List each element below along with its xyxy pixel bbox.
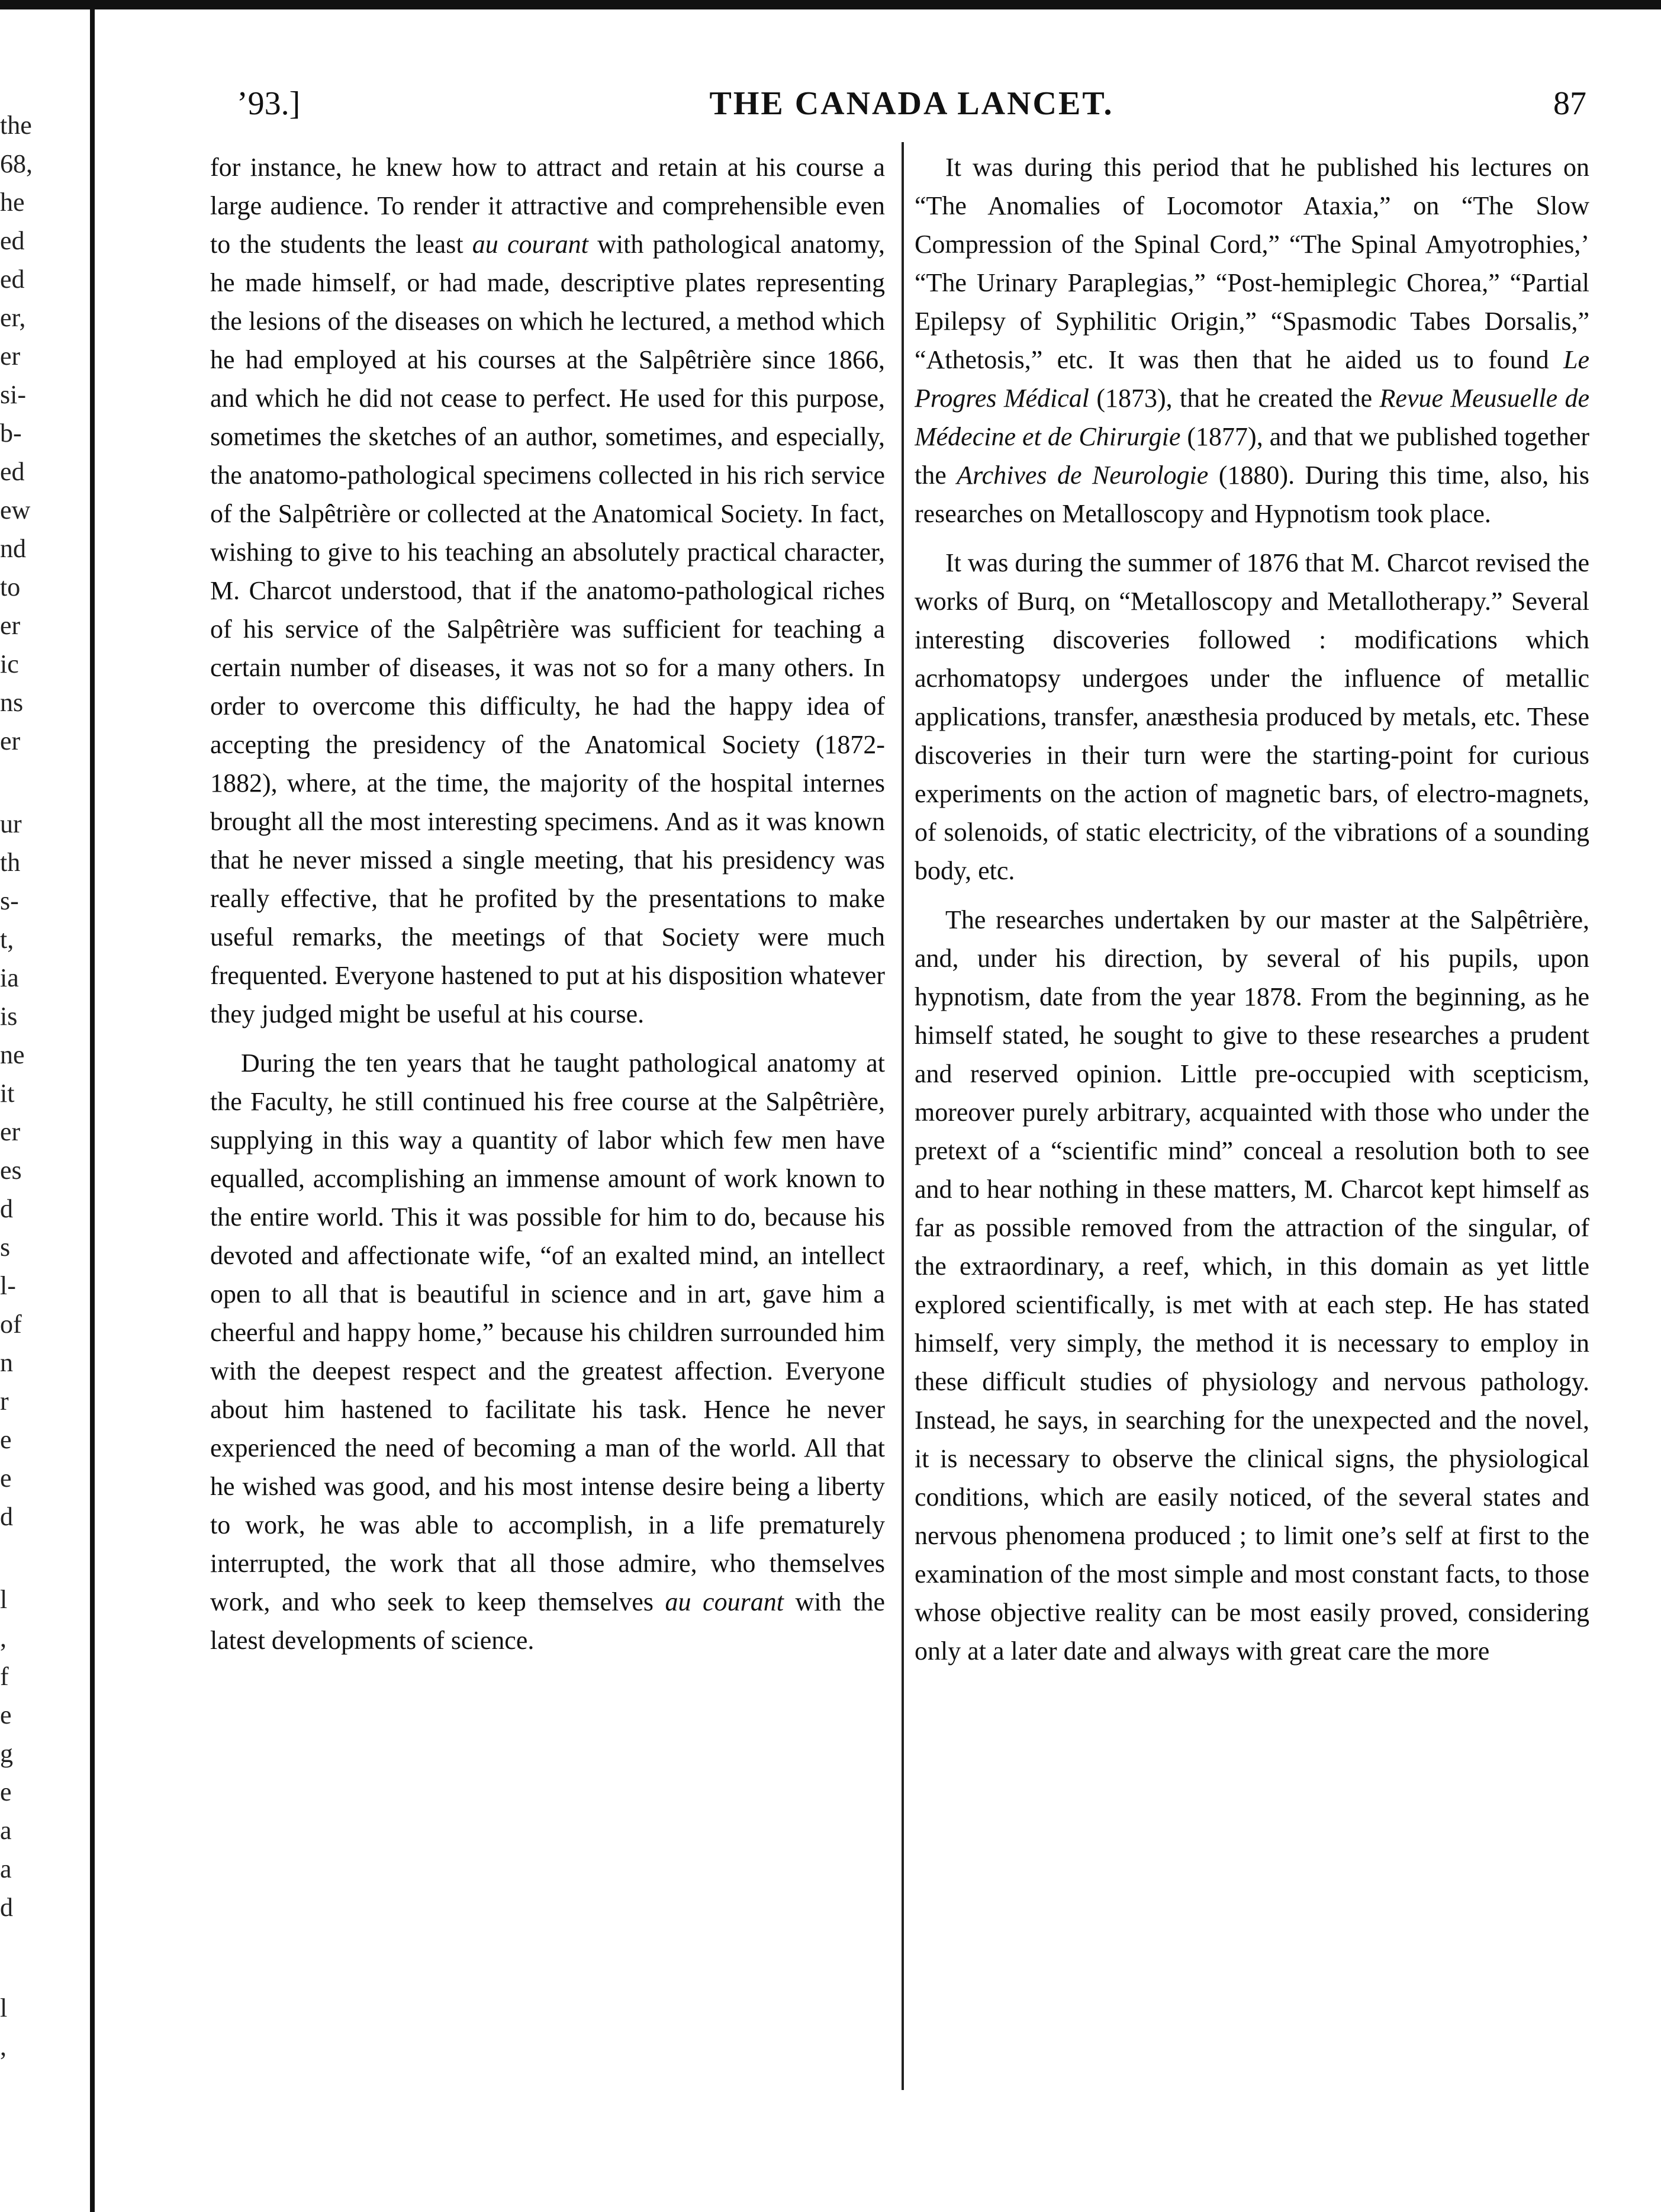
margin-fragment: s- [0, 886, 19, 915]
margin-fragment: ic [0, 650, 19, 679]
margin-fragment: , [0, 2032, 7, 2061]
margin-fragment: ew [0, 496, 31, 525]
margin-fragment: it [0, 1079, 15, 1108]
paragraph-text: for instance, he knew how to attract and retain at his course a large audience. To render it attractive and comprehensible even to the students the least [210, 153, 885, 259]
margin-fragment: er, [0, 303, 26, 332]
margin-fragment: si- [0, 380, 26, 409]
paragraph-text: (1877), and that we published together the [915, 422, 1589, 490]
margin-fragment: er [0, 342, 21, 371]
margin-fragment: is [0, 1002, 18, 1031]
margin-fragment: l- [0, 1271, 16, 1300]
margin-fragment: es [0, 1156, 22, 1185]
paragraph [915, 148, 1589, 533]
margin-fragment: d [0, 1502, 13, 1531]
paragraph-text: (1880). During this time, also, his researches on Metalloscopy and Hypnotism took place. [915, 461, 1589, 528]
margin-fragment: , [0, 1623, 7, 1652]
paragraph: The researches undertaken by our master at the Salpêtrière, and, under his direction, by several of his pupils, upon hypnotism, date from the year 1878. From the beginning, as he himself stated, he sought to give to these researches a prudent and reserved opinion. Little pre-occupied with scepticism, moreover purely arbitrary, acquainted with those who under the pretext of a “scientific mind” conceal a resolution both to see and to hear nothing in these matters, M. Charcot kept himself as far as possible removed from the attraction of the singular, of the extraordinary, a reef, which, in this domain as yet little explored scientifically, is met with at each step. He has stated himself, very simply, the method it is necessary to employ in these difficult studies of physiology and nervous pathology. Instead, he says, in searching for the unexpected and the novel, it is necessary to observe the clinical signs, the physiological conditions, which are easily noticed, of the several states and nervous phenomena produced ; to limit one’s self at first to the examination of the most simple and most constant facts, to those whose objective reality can be most easily proved, considering only at a later date and always with great care the more [915, 905, 1589, 1666]
margin-fragment: 68, [0, 149, 33, 178]
margin-fragment: the [0, 111, 32, 140]
margin-fragment: a [0, 1854, 12, 1883]
right-column [915, 148, 1589, 2096]
margin-fragment: e [0, 1425, 12, 1454]
margin-fragment: ur [0, 809, 22, 838]
margin-fragment: he [0, 188, 25, 217]
previous-page-margin-fragments [0, 107, 71, 2120]
paragraph-text: It was during this period that he published his lectures on “The Anomalies of Locomotor Ataxia,” on “The Slow Compression of the Spinal Cord,” “The Spinal Amyotrophies,’ “The Urinary Paraplegias,” “Post-hemiplegic Chorea,” “Partial Epilepsy of Syphilitic Origin,” “Spasmodic Tabes Dorsalis,” “Athetosis,” etc. It was then that he aided us to found [915, 153, 1589, 374]
binding-edge [90, 0, 95, 2212]
journal-name-italic: Archives de Neurologie [957, 461, 1209, 490]
margin-fragment: ed [0, 265, 25, 294]
paragraph: It was during the summer of 1876 that M. Charcot revised the works of Burq, on “Metalloscopy and Metallotherapy.” Several interesting discoveries followed : modifications which acrhomatopsy undergoes under the influence of metallic applications, transfer, anæsthesia produced by metals, etc. These discoveries in their turn were the starting-point for curious experiments on the action of magnetic bars, of electro-magnets, of solenoids, of static electricity, of the vibrations of a sounding body, etc. [915, 548, 1589, 885]
margin-fragment: e [0, 1464, 12, 1493]
paragraph [210, 1044, 885, 1660]
italic-phrase: au courant [665, 1587, 784, 1616]
journal-name-italic: Le Progres Médical [915, 345, 1589, 413]
margin-fragment: ed [0, 226, 25, 255]
top-edge-rule [0, 0, 1661, 9]
journal-name-italic: Revue Meusuelle de Médecine et de Chirurgie [915, 384, 1589, 451]
margin-fragment: t, [0, 925, 14, 954]
column-divider [902, 142, 904, 2090]
paragraph-text: with the latest developments of science. [210, 1587, 885, 1655]
margin-fragment: nd [0, 534, 26, 563]
margin-fragment: f [0, 1662, 9, 1691]
margin-fragment: of [0, 1310, 22, 1339]
margin-fragment: er [0, 611, 21, 640]
left-column [210, 148, 885, 2096]
margin-fragment: b- [0, 419, 22, 448]
margin-fragment: s [0, 1233, 11, 1262]
margin-fragment: a [0, 1816, 12, 1845]
margin-fragment: ed [0, 457, 25, 486]
margin-fragment: er [0, 726, 21, 755]
margin-fragment: e [0, 1777, 12, 1806]
margin-fragment: l [0, 1994, 8, 2023]
running-head-year: ’93.] [237, 85, 301, 122]
margin-fragment: e [0, 1700, 12, 1729]
margin-fragment: d [0, 1893, 13, 1922]
margin-fragment: er [0, 1117, 21, 1146]
margin-fragment: ne [0, 1040, 25, 1069]
margin-fragment: to [0, 573, 21, 602]
margin-fragment: ns [0, 688, 24, 717]
paragraph [210, 148, 885, 1033]
margin-fragment: th [0, 848, 21, 877]
margin-fragment: g [0, 1739, 13, 1768]
journal-title: THE CANADA LANCET. [709, 85, 1114, 122]
margin-fragment: ia [0, 963, 19, 992]
margin-fragment: r [0, 1387, 9, 1416]
paragraph-text: (1873), that he created the [1089, 384, 1380, 413]
margin-fragment: n [0, 1348, 13, 1377]
paragraph-text: During the ten years that he taught pathological anatomy at the Faculty, he still continued his free course at the Salpêtrière, supplying in this way a quantity of labor which few men have equalled, accomplishing an immense amount of work known to the entire world. This it was possible for him to do, because his devoted and affectionate wife, “of an exalted mind, an intellect open to all that is beautiful in science and in art, gave him a cheerful and happy home,” because his children surrounded him with the deepest respect and the greatest affection. Everyone about him hastened to facilitate his task. Hence he never experienced the need of becoming a man of the world. All that he wished was good, and his most intense desire being a liberty to work, he was able to accomplish, in a life prematurely interrupted, the work that all those admire, who themselves work, and who seek to keep themselves [210, 1049, 885, 1616]
paragraph-text: with pathological anatomy, he made himself, or had made, descriptive plates representing the lesions of the diseases on which he lectured, a method which he had employed at his courses at the Salpêtrière since 1866, and which he did not cease to perfect. He used for this purpose, sometimes the sketches of an author, sometimes, and especially, the anatomo-pathological specimens collected in his rich service of the Salpêtrière or collected at the Anatomical Society. In fact, wishing to give to his teaching an absolutely practical character, M. Charcot understood, that if the anatomo-pathological riches of his service of the Salpêtrière was sufficient for teaching a certain number of diseases, it was not so for a many others. In order to overcome this difficulty, he had the happy idea of accepting the presidency of the Anatomical Society (1872-1882), where, at the time, the majority of the hospital internes brought all the most interesting specimens. And as it was known that he never missed a single meeting, that his presidency was really effective, that he profited by the presentations to make useful remarks, the meetings of that Society were much frequented. Everyone hastened to put at his disposition whatever they judged might be useful at his course. [210, 230, 885, 1028]
margin-fragment: d [0, 1194, 13, 1223]
page-number: 87 [1553, 85, 1586, 122]
margin-fragment: l [0, 1585, 8, 1614]
running-head [237, 83, 1586, 124]
italic-phrase: au courant [472, 230, 588, 259]
